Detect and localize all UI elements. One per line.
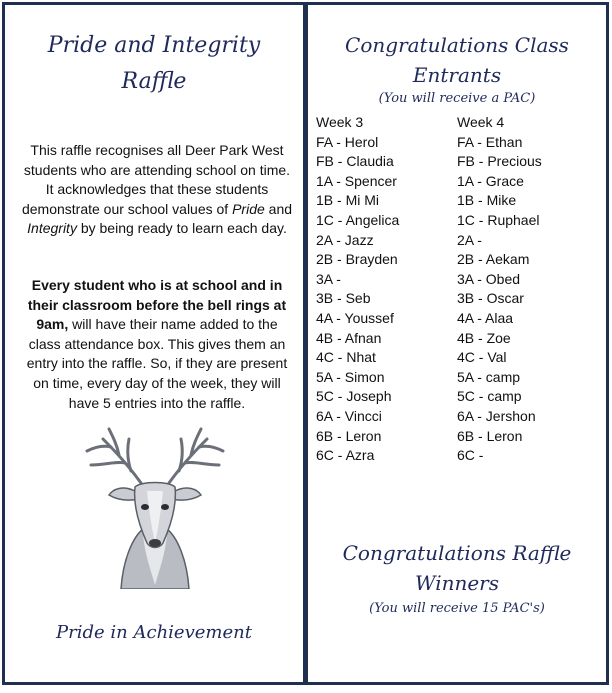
entrant-row: 6C - Azra: [316, 447, 375, 464]
entrant-row: 2B - Brayden: [316, 251, 398, 268]
entrant-row: 4B - Zoe: [457, 329, 511, 346]
week-column: [457, 113, 598, 466]
entrant-row: FA - Herol: [316, 133, 379, 150]
entrant-row: 3B - Oscar: [457, 290, 524, 307]
entrant-row: 1A - Spencer: [316, 172, 397, 189]
raffle-info-panel: [2, 2, 306, 685]
entrant-row: 5C - camp: [457, 388, 522, 405]
entrant-row: 1C - Angelica: [316, 211, 400, 228]
entrant-row: 5A - Simon: [316, 368, 385, 385]
raffle-title-line2: Raffle: [121, 69, 187, 94]
entrants-note: (You will receive a PAC): [378, 91, 536, 106]
entrant-row: 3B - Seb: [316, 290, 371, 307]
winners-title-line2: Winners: [414, 571, 500, 595]
winners-note: (You will receive 15 PAC's): [369, 601, 545, 616]
entrant-row: FB - Claudia: [316, 153, 394, 170]
week-label: Week 3: [316, 114, 364, 130]
entrant-row: 3A - Obed: [457, 270, 521, 287]
entrant-row: 6C -: [457, 447, 484, 464]
entrant-row: 1B - Mi Mi: [316, 192, 379, 209]
raffle-rule-bold: Every student who is at school and in their classroom before the bell rings at 9am,: [27, 277, 287, 333]
entrant-row: 1A - Grace: [457, 172, 524, 189]
deer-illustration: [83, 425, 227, 589]
entrant-row: 6A - Jershon: [457, 407, 536, 424]
school-motto: Pride in Achievement: [56, 622, 252, 643]
entrant-row: 1C - Ruphael: [457, 211, 540, 228]
raffle-title-line1: Pride and Integrity: [47, 33, 261, 58]
week-label: Week 4: [457, 114, 505, 130]
entrant-row: 5A - camp: [457, 368, 521, 385]
entrants-table: [316, 113, 598, 466]
entrant-row: 2B - Aekam: [457, 251, 530, 268]
entrant-row: 5C - Joseph: [316, 388, 392, 405]
entrant-row: FA - Ethan: [457, 133, 523, 150]
entrant-row: 3A -: [316, 270, 341, 287]
entrant-row: 6A - Vincci: [316, 407, 382, 424]
entrant-row: 4C - Val: [457, 349, 507, 366]
entrants-panel: [305, 2, 609, 685]
winners-title-line1: Congratulations Raffle: [342, 541, 572, 565]
week-column: [316, 113, 457, 466]
entrant-row: 4C - Nhat: [316, 349, 376, 366]
entrant-row: 4A - Alaa: [457, 309, 514, 326]
raffle-intro-text: This raffle recognises all Deer Park West students who are attending school on time. It acknowledges that these students demonstrate our school values of Pride and Integrity by being ready to learn each day.: [21, 142, 293, 237]
entrant-row: FB - Precious: [457, 153, 542, 170]
entrant-row: 4B - Afnan: [316, 329, 382, 346]
entrant-row: 2A - Jazz: [316, 231, 374, 248]
value-pride: Pride: [232, 200, 265, 217]
entrant-row: 1B - Mike: [457, 192, 517, 209]
entrant-row: 4A - Youssef: [316, 309, 394, 326]
value-integrity: Integrity: [27, 220, 77, 237]
entrant-row: 2A -: [457, 231, 482, 248]
entrants-title-line2: Entrants: [412, 63, 502, 87]
raffle-rule-text: Every student who is at school and in their classroom before the bell rings at 9am, will have their name added to the class attendance box. This gives them an entry into the raffle. So, if they are present on time, every day of the week, they will have 5 entries into the raffle.: [26, 277, 288, 411]
entrant-row: 6B - Leron: [316, 427, 382, 444]
entrant-row: 6B - Leron: [457, 427, 523, 444]
entrants-title-line1: Congratulations Class: [345, 33, 569, 57]
